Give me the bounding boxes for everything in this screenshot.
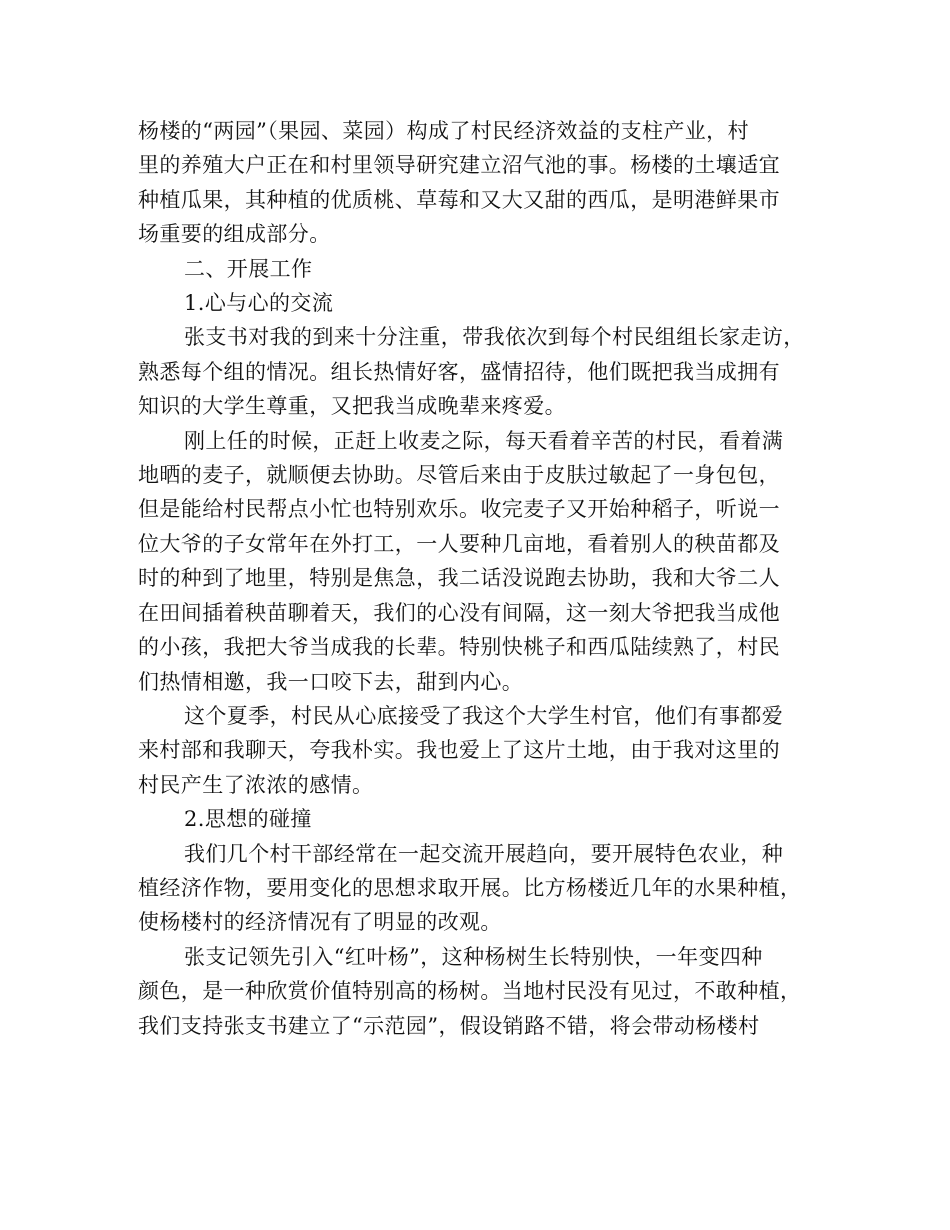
section-heading: 二、开展工作 bbox=[184, 256, 313, 281]
section-heading: 1.心与心的交流 bbox=[184, 291, 334, 316]
text-line: 知识的大学生尊重，又把我当成晚辈来疼爱。 bbox=[138, 394, 566, 419]
text-line: 在田间插着秧苗聊着天，我们的心没有间隔，这一刻大爷把我当成他 bbox=[138, 600, 780, 625]
text-line: 使杨楼村的经济情况有了明显的改观。 bbox=[138, 910, 502, 935]
text-line: 我们几个村干部经常在一起交流开展趋向，要开展特色农业，种 bbox=[184, 841, 784, 866]
document-body bbox=[138, 114, 828, 1043]
text-line: 来村部和我聊天，夸我朴实。我也爱上了这片土地，由于我对这里的 bbox=[138, 738, 780, 763]
text-line: 时的种到了地里，特别是焦急，我二话没说跑去协助，我和大爷二人 bbox=[138, 566, 780, 591]
text-line: 颜色，是一种欣赏价值特别高的杨树。当地村民没有见过，不敢种植， bbox=[138, 979, 802, 1004]
text-line: 张支记领先引入“红叶杨”，这种杨树生长特别快，一年变四种 bbox=[184, 944, 763, 969]
text-line: 的小孩，我把大爷当成我的长辈。特别快桃子和西瓜陆续熟了，村民 bbox=[138, 635, 780, 660]
text-line: 植经济作物，要用变化的思想求取开展。比方杨楼近几年的水果种植， bbox=[138, 875, 802, 900]
text-line: 种植瓜果，其种植的优质桃、草莓和又大又甜的西瓜，是明港鲜果市 bbox=[138, 187, 780, 212]
text-line: 我们支持张支书建立了“示范园”，假设销路不错，将会带动杨楼村 bbox=[138, 1013, 760, 1038]
text-line: 张支书对我的到来十分注重，带我依次到每个村民组组长家走访， bbox=[184, 325, 805, 350]
text-line: 位大爷的子女常年在外打工，一人要种几亩地，看着别人的秧苗都及 bbox=[138, 531, 780, 556]
text-line: 熟悉每个组的情况。组长热情好客，盛情招待，他们既把我当成拥有 bbox=[138, 359, 780, 384]
text-line: 们热情相邀，我一口咬下去，甜到内心。 bbox=[138, 669, 524, 694]
paragraph bbox=[138, 699, 828, 802]
text-line: 里的养殖大户正在和村里领导研究建立沼气池的事。杨楼的土壤适宜 bbox=[138, 153, 780, 178]
paragraph bbox=[138, 837, 828, 940]
text-line: 地晒的麦子，就顺便去协助。尽管后来由于皮肤过敏起了一身包包， bbox=[138, 463, 780, 488]
text-line: 刚上任的时候，正赶上收麦之际，每天看着辛苦的村民，看着满 bbox=[184, 428, 784, 453]
paragraph bbox=[138, 320, 828, 423]
text-line: 杨楼的“两园”（果园、菜园）构成了村民经济效益的支柱产业，村 bbox=[138, 119, 749, 143]
text-line: 但是能给村民帮点小忙也特别欢乐。收完麦子又开始种稻子，听说一 bbox=[138, 497, 780, 522]
paragraph bbox=[138, 424, 828, 699]
text-line: 这个夏季，村民从心底接受了我这个大学生村官，他们有事都爱 bbox=[184, 703, 784, 728]
document-page bbox=[138, 114, 828, 1043]
paragraph bbox=[138, 114, 828, 252]
text-line: 村民产生了浓浓的感情。 bbox=[138, 772, 374, 797]
section-heading: 2.思想的碰撞 bbox=[184, 807, 312, 832]
paragraph bbox=[138, 940, 828, 1043]
text-line: 场重要的组成部分。 bbox=[138, 222, 331, 247]
